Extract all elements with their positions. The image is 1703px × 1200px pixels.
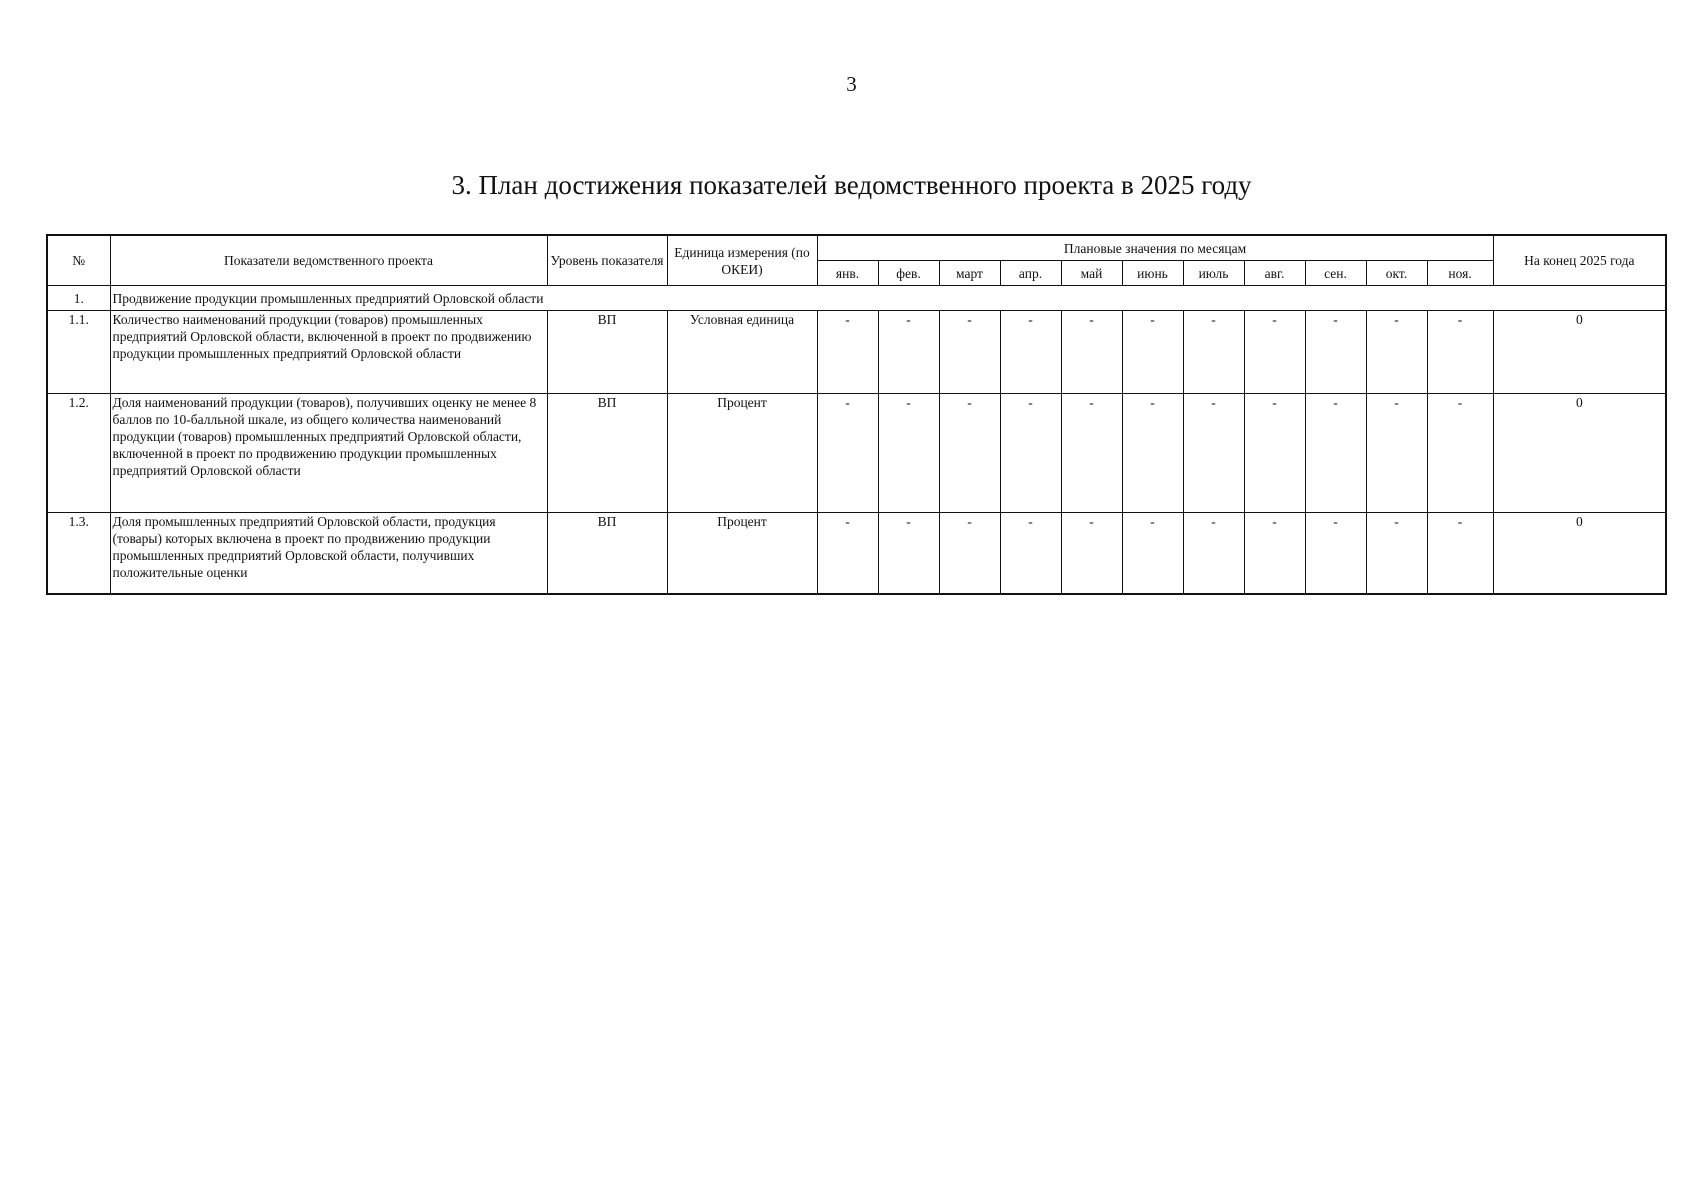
row-month-value: - (1305, 394, 1366, 513)
row-indicator: Доля промышленных предприятий Орловской области, продукция (товары) которых включена в проект по продвижению продукции промышленных предприятий Орловской области, получивших положительные оценки (110, 513, 547, 595)
row-level: ВП (547, 394, 667, 513)
row-month-value: - (1366, 513, 1427, 595)
header-month: июль (1183, 261, 1244, 286)
header-month: май (1061, 261, 1122, 286)
row-month-value: - (1183, 394, 1244, 513)
header-unit: Единица измерения (по ОКЕИ) (667, 235, 817, 286)
row-indicator: Количество наименований продукции (товаров) промышленных предприятий Орловской области, включенной в проект по продвижению продукции промышленных предприятий Орловской области (110, 311, 547, 394)
header-month: июнь (1122, 261, 1183, 286)
row-month-value: - (1305, 311, 1366, 394)
row-month-value: - (1061, 311, 1122, 394)
header-month: ноя. (1427, 261, 1493, 286)
section-num: 1. (47, 286, 110, 311)
row-unit: Процент (667, 513, 817, 595)
header-month: апр. (1000, 261, 1061, 286)
header-num: № (47, 235, 110, 286)
row-month-value: - (1305, 513, 1366, 595)
row-num: 1.3. (47, 513, 110, 595)
row-unit: Условная единица (667, 311, 817, 394)
row-month-value: - (939, 513, 1000, 595)
table-row (47, 394, 1666, 513)
row-level: ВП (547, 311, 667, 394)
row-month-value: - (1427, 513, 1493, 595)
header-year-end: На конец 2025 года (1493, 235, 1666, 286)
header-indicator: Показатели ведомственного проекта (110, 235, 547, 286)
row-month-value: - (878, 311, 939, 394)
section-row (47, 286, 1666, 311)
document-title: 3. План достижения показателей ведомственного проекта в 2025 году (451, 170, 1252, 200)
row-month-value: - (1244, 311, 1305, 394)
row-month-value: - (1244, 513, 1305, 595)
indicator-plan-table (46, 234, 1667, 595)
header-month: фев. (878, 261, 939, 286)
row-month-value: - (1000, 311, 1061, 394)
row-month-value: - (817, 394, 878, 513)
row-month-value: - (1244, 394, 1305, 513)
row-num: 1.1. (47, 311, 110, 394)
row-year-end: 0 (1493, 513, 1666, 595)
row-month-value: - (939, 311, 1000, 394)
row-month-value: - (878, 394, 939, 513)
row-month-value: - (1366, 394, 1427, 513)
row-month-value: - (1427, 394, 1493, 513)
row-month-value: - (939, 394, 1000, 513)
row-num: 1.2. (47, 394, 110, 513)
row-month-value: - (1183, 311, 1244, 394)
row-year-end: 0 (1493, 311, 1666, 394)
header-planned-values: Плановые значения по месяцам (817, 235, 1493, 261)
table-row (47, 311, 1666, 394)
row-month-value: - (1183, 513, 1244, 595)
row-month-value: - (878, 513, 939, 595)
section-title: Продвижение продукции промышленных предприятий Орловской области (110, 286, 1666, 311)
header-month: янв. (817, 261, 878, 286)
row-month-value: - (1000, 513, 1061, 595)
row-month-value: - (1061, 394, 1122, 513)
row-unit: Процент (667, 394, 817, 513)
header-month: авг. (1244, 261, 1305, 286)
table-row (47, 513, 1666, 595)
row-month-value: - (1061, 513, 1122, 595)
header-month: окт. (1366, 261, 1427, 286)
row-month-value: - (1427, 311, 1493, 394)
row-month-value: - (817, 311, 878, 394)
row-month-value: - (1122, 513, 1183, 595)
row-level: ВП (547, 513, 667, 595)
row-month-value: - (1122, 311, 1183, 394)
header-level: Уровень показателя (547, 235, 667, 286)
page-number: 3 (846, 72, 857, 96)
row-month-value: - (1366, 311, 1427, 394)
header-month: март (939, 261, 1000, 286)
row-indicator: Доля наименований продукции (товаров), получивших оценку не менее 8 баллов по 10-балльной шкале, из общего количества наименований продукции (товаров) промышленных предприятий Орловской области, включенной в проект по продвижению продукции промышленных предприятий Орловской области (110, 394, 547, 513)
row-month-value: - (1000, 394, 1061, 513)
row-month-value: - (817, 513, 878, 595)
row-month-value: - (1122, 394, 1183, 513)
row-year-end: 0 (1493, 394, 1666, 513)
header-month: сен. (1305, 261, 1366, 286)
